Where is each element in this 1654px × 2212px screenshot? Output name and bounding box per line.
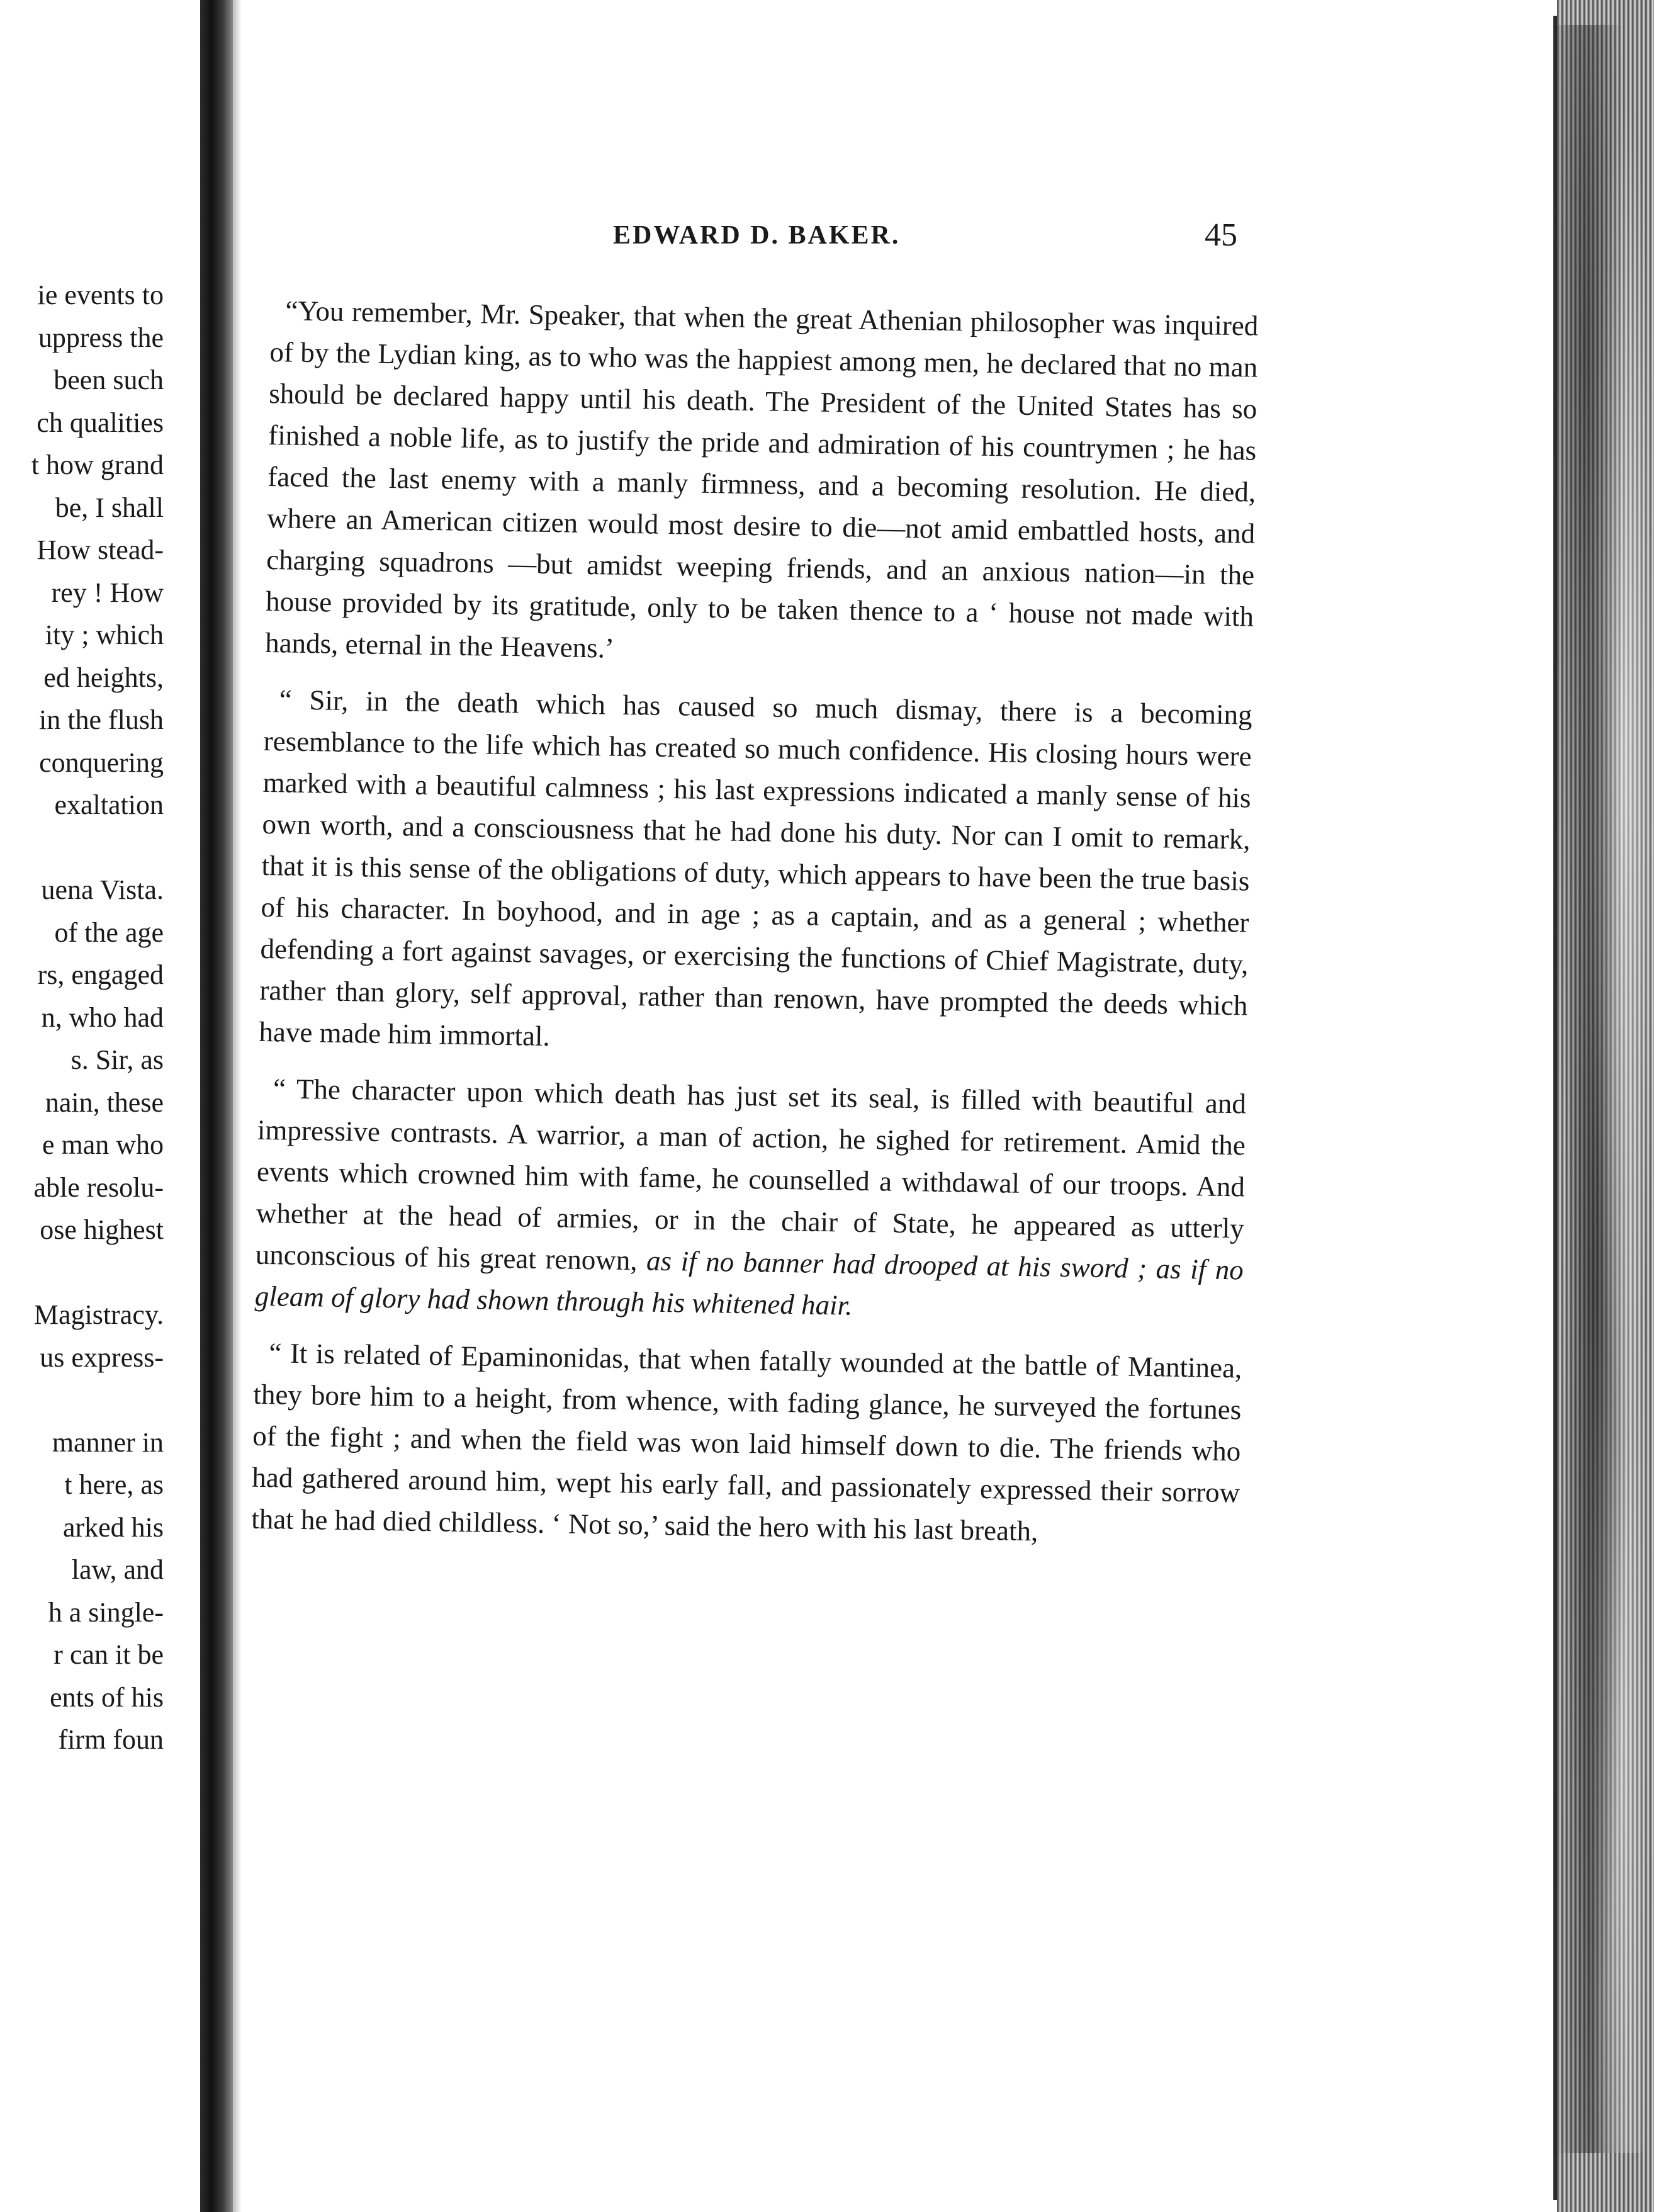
left-page-line: ie events to bbox=[37, 279, 164, 310]
left-page-line: t how grand bbox=[31, 449, 164, 480]
left-page-line: nain, these bbox=[45, 1086, 164, 1118]
left-page-blank-line bbox=[0, 1251, 164, 1294]
fore-edge-texture bbox=[1557, 25, 1654, 2153]
paragraph-4: “ It is related of Epaminonidas, that when fatally wounded at the battle of Mantinea, they bore him to a height, from whence, with fading glance, he surveyed the fortunes of the fight ; and when the field was won laid himself down to die. The friends who had gathered around him, wept his early fall, and passionately expressed their sorrow that he had died childless. ‘ Not so,’ said the hero with his last breath, bbox=[250, 1337, 1242, 1547]
paragraph-3 bbox=[254, 1068, 1246, 1333]
left-page-line: ity ; which bbox=[45, 619, 164, 650]
left-page-line: uppress the bbox=[38, 322, 164, 353]
left-page-line: ed heights, bbox=[43, 662, 164, 693]
left-page-line: manner in bbox=[52, 1426, 164, 1458]
left-page-blank-line bbox=[0, 827, 164, 869]
left-page-line: t here, as bbox=[64, 1469, 164, 1500]
left-page-line: h a single- bbox=[48, 1596, 164, 1628]
book-fore-edge bbox=[1557, 0, 1654, 2212]
page-header bbox=[242, 217, 1274, 264]
left-page-line: able resolu- bbox=[33, 1171, 164, 1203]
main-page bbox=[242, 0, 1557, 2212]
left-page-line: ose highest bbox=[40, 1214, 164, 1245]
left-page-line: be, I shall bbox=[55, 492, 164, 523]
left-page-line: uena Vista. bbox=[41, 874, 164, 905]
left-page-line: rey ! How bbox=[51, 577, 164, 608]
left-page-line: us express- bbox=[40, 1341, 164, 1373]
left-page-line: e man who bbox=[42, 1129, 164, 1160]
paragraph-3-roman-text: “ The character upon which death has just set its seal, is filled with beautiful and impressive contrasts. A warrior, a man of action, he sighed for retirement. Amid the events which crowned him with fame, he counselled a withdawal of our troops. And whether at the head of armies, or in the chair of State, he appeared as utterly unconscious of his great renown, bbox=[255, 1073, 1247, 1277]
paragraph-2: “ Sir, in the death which has caused so much dismay, there is a becoming resemblance to the life which has created so much confidence. His closing hours were marked with a beautiful calmness ; his last expressions indicated a manly sense of his own worth, and a consciousness that he had done his duty. Nor can I omit to remark, that it is this sense of the obligations of duty, which appears to have been the true basis of his character. In boyhood, and in age ; as a captain, and as a general ; whether defending a fort against savages, or exercising the functions of Chief Magistrate, duty, rather than glory, self approval, rather than renown, have prompted the deeds which have made him immortal. bbox=[259, 684, 1252, 1052]
left-page-line: exaltation bbox=[54, 789, 164, 820]
paragraph-1: “You remember, Mr. Speaker, that when the great Athenian philosopher was inquired of by the Lydian king, as to who was the happiest among men, he declared that no man should be declared happy until his death. The President of the United States has so finished a noble life, as to justify the pride and admiration of his countrymen ; he has faced the last enemy with a manly firmness, and a becoming resolution. He died, where an American citizen would most desire to die—not amid embattled hosts, and charging squadrons —but amidst weeping friends, and an anxious nation—in the house provided by its gratitude, only to be taken thence to a ‘ house not made with hands, eternal in the Heavens.’ bbox=[264, 295, 1259, 664]
left-page-line: law, and bbox=[71, 1554, 164, 1585]
left-page-line: conquering bbox=[39, 747, 164, 778]
left-page-line: of the age bbox=[54, 917, 164, 948]
left-page-text-column bbox=[0, 274, 164, 1761]
left-page-line: arked his bbox=[62, 1511, 164, 1543]
left-page-line: ch qualities bbox=[37, 407, 164, 438]
left-page-blank-line bbox=[0, 1379, 164, 1421]
left-page-line: in the flush bbox=[39, 704, 164, 735]
left-page-line: ents of his bbox=[50, 1681, 164, 1713]
left-page-line: How stead- bbox=[37, 534, 164, 565]
left-page-line: rs, engaged bbox=[37, 959, 164, 990]
left-page-line: Magistracy. bbox=[33, 1299, 164, 1330]
body-text bbox=[250, 290, 1258, 1570]
left-page-line: n, who had bbox=[41, 1002, 164, 1033]
left-page-line: s. Sir, as bbox=[70, 1044, 164, 1075]
gutter-shadow bbox=[233, 0, 242, 2212]
page-number: 45 bbox=[1205, 217, 1237, 253]
left-page-line: been such bbox=[53, 364, 164, 395]
running-head: EDWARD D. BAKER. bbox=[613, 221, 901, 250]
book-gutter bbox=[200, 0, 233, 2212]
left-page-line: r can it be bbox=[53, 1639, 164, 1670]
paragraph-3-italic-text: as if no banner had drooped at his sword ; as if no gleam of glory had shown through his whitened hair. bbox=[254, 1244, 1244, 1321]
left-facing-page bbox=[0, 0, 200, 2212]
left-page-line: firm foun bbox=[58, 1724, 164, 1755]
